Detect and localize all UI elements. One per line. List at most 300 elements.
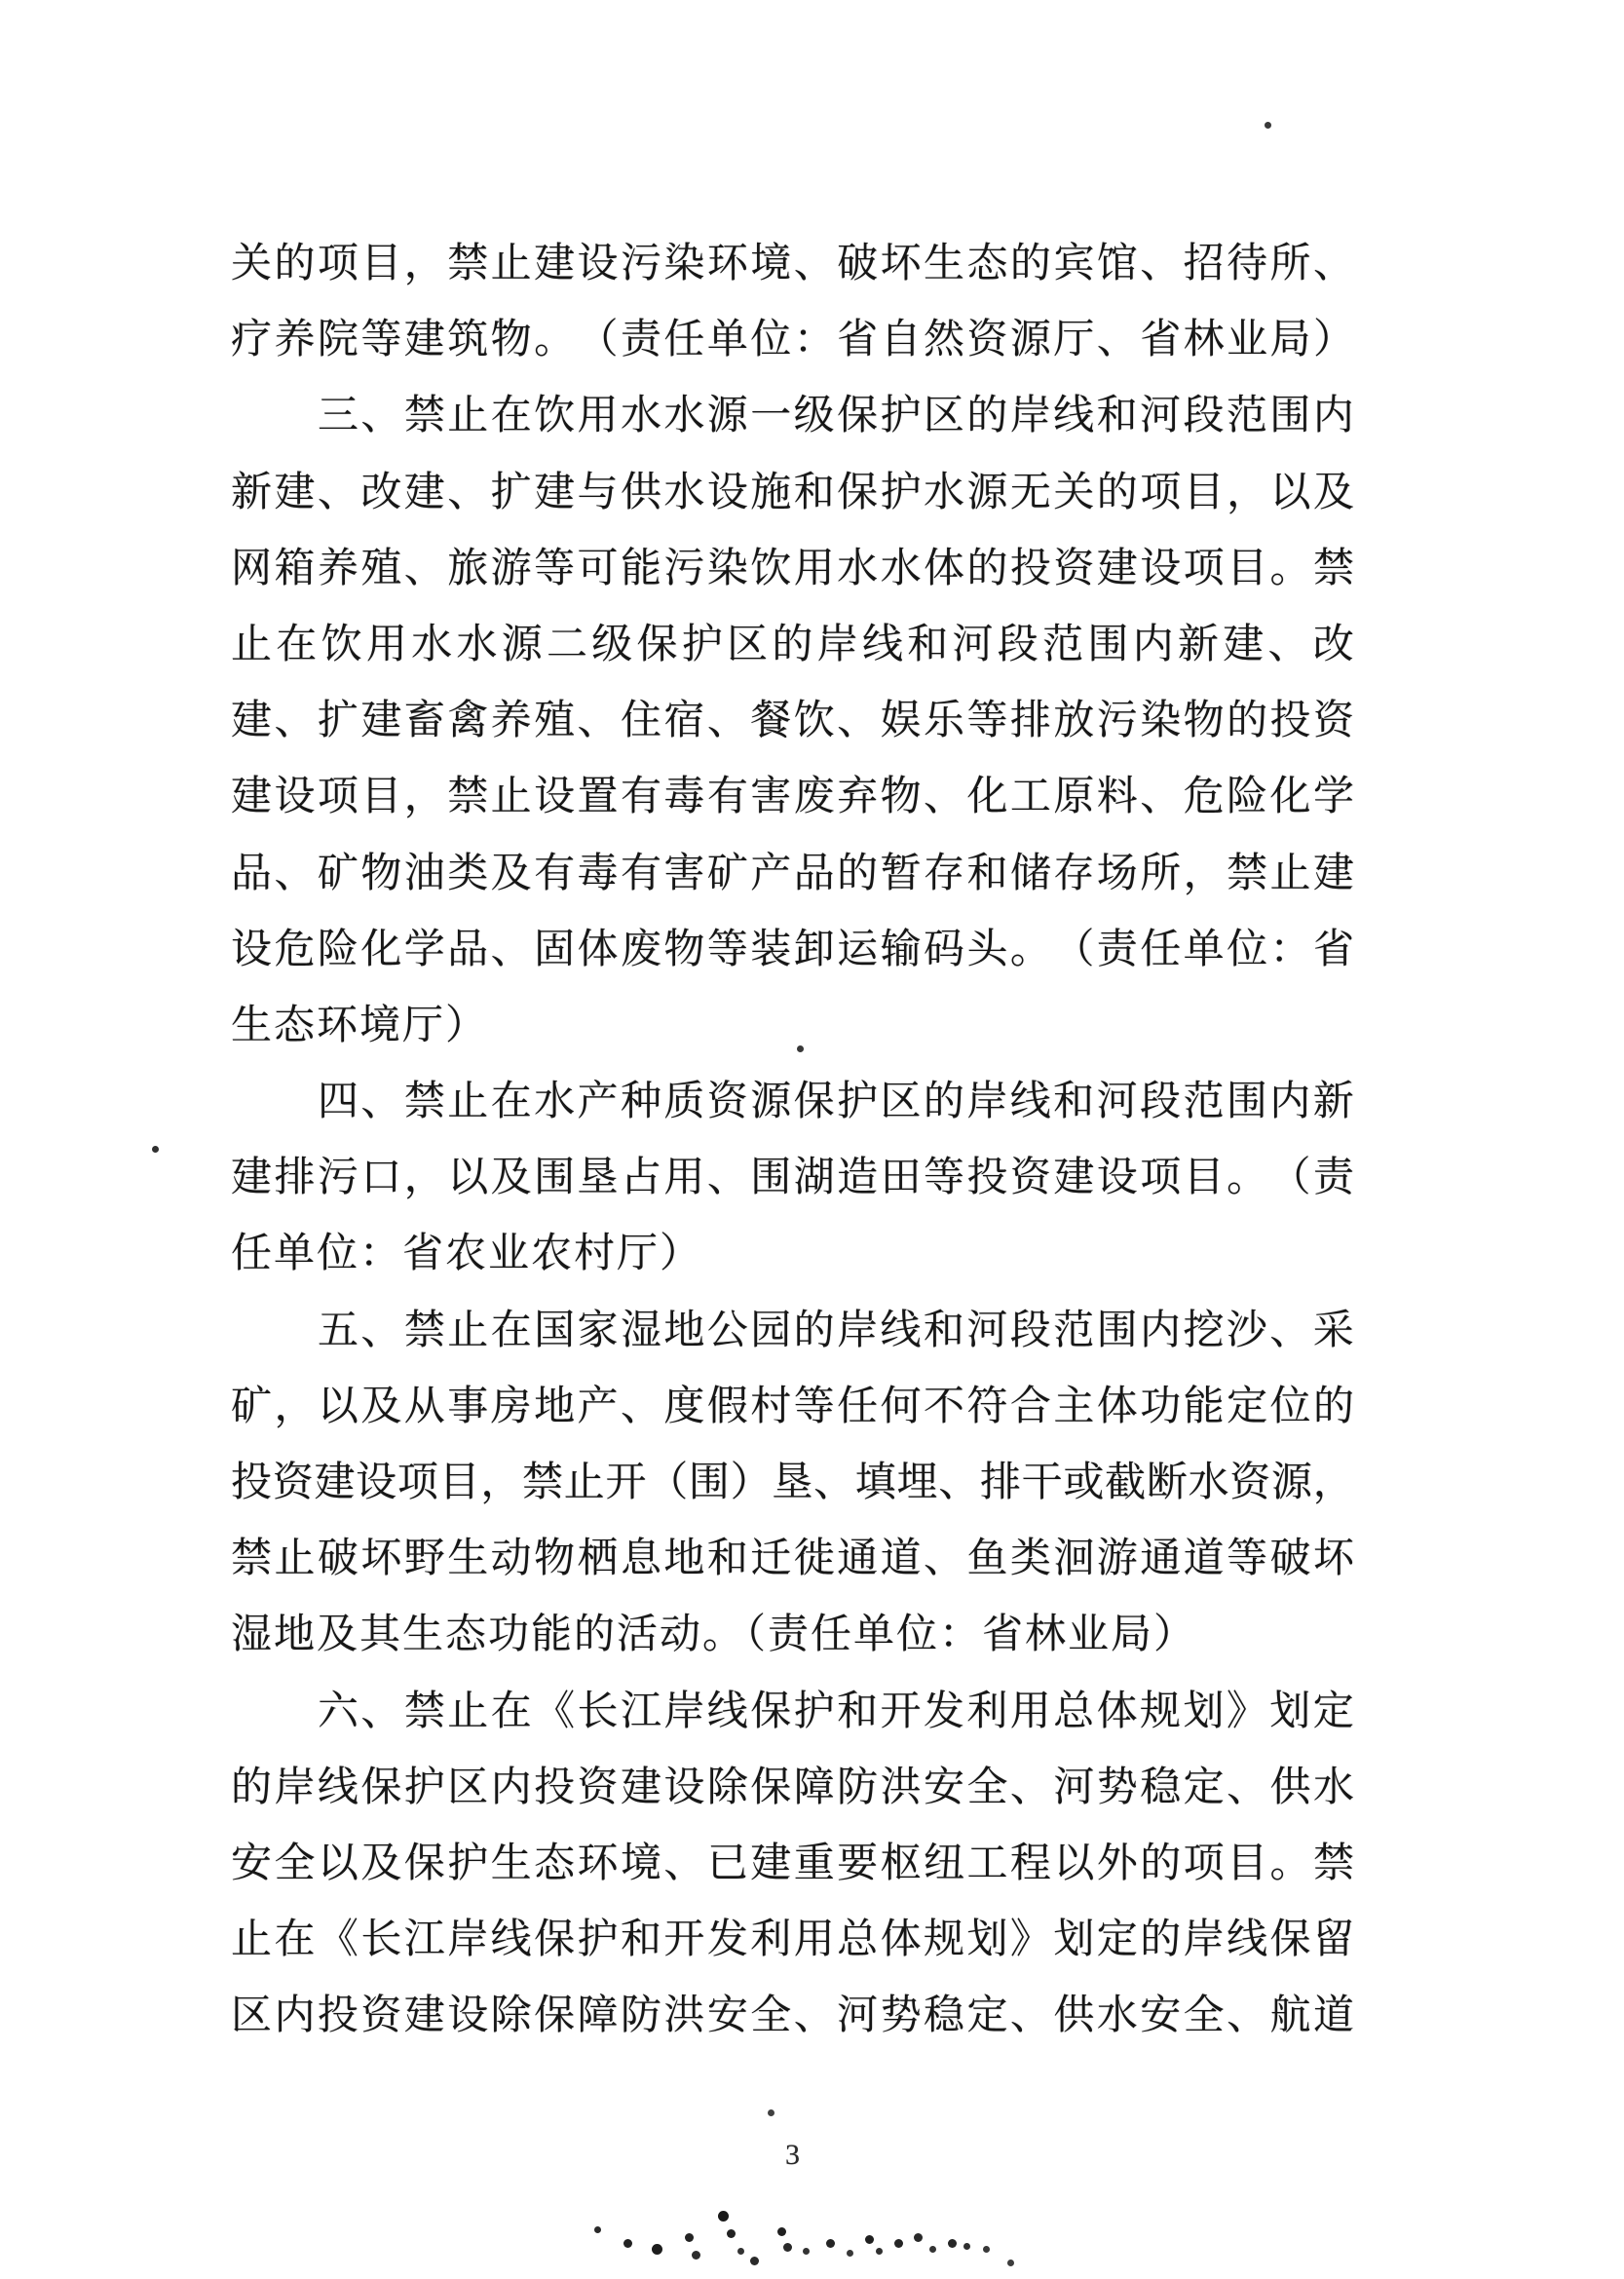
text-char: 河 [1053,1765,1095,1810]
text-char: 储 [1009,851,1051,896]
text-char: 全 [274,1841,316,1886]
text-line: 生态环境厅） [231,1003,489,1048]
text-char: 范 [1226,394,1267,439]
text-char: 护 [403,1765,445,1810]
text-char: 保 [636,622,678,667]
text-char: 除 [706,1765,748,1810]
text-char: 产 [577,1384,619,1429]
text-char: 》 [1226,1689,1267,1734]
text-char: 禁 [1227,851,1268,896]
text-char: 资 [1312,699,1354,744]
text-char: 功 [1140,1384,1182,1429]
text-char: 项 [1183,546,1225,591]
text-char: 障 [577,1994,619,2039]
text-char: 体 [880,1918,922,1963]
text-char: 物 [663,927,705,972]
text-char: 定 [1183,1765,1225,1810]
text-char: 所 [1140,851,1182,896]
text-char: 生 [447,1537,489,1582]
text-char: 利 [750,1918,792,1963]
text-char: 开 [880,1689,922,1734]
text-char: 纽 [924,1841,965,1886]
text-line [231,378,1354,454]
text-char: 范 [1053,1308,1095,1353]
text-char: （ [1269,1156,1311,1201]
text-char: 等 [1227,1537,1268,1582]
text-char: 建 [403,318,445,363]
text-char: 水 [456,622,498,667]
text-char: 关 [231,242,273,286]
text-char: 种 [620,1080,661,1125]
text-char: 境 [620,1841,661,1886]
text-char: 源 [501,622,543,667]
text-char: 建 [231,775,273,820]
text-char: 的 [1312,1384,1354,1429]
text-char: 在 [276,622,318,667]
text-char: 等 [360,318,402,363]
text-char: 、 [793,242,835,286]
text-char: 体 [1096,1689,1138,1734]
text-char: 截 [1105,1461,1147,1505]
text-char: 目 [1183,470,1225,515]
text-char: 生 [924,242,965,286]
text-char: 岸 [837,1308,879,1353]
text-char: 及 [360,1841,402,1886]
text-char: 内 [490,1765,532,1810]
text-char: 工 [1009,775,1051,820]
text-char: 从 [403,1384,445,1429]
text-char: 及 [360,1384,402,1429]
text-char: 造 [837,1156,879,1201]
text-char: 水 [411,622,453,667]
text-char: 资 [966,318,1008,363]
text-char: 禁 [403,1308,445,1353]
text-char: 野 [403,1537,445,1582]
document-text-block [231,226,1354,2055]
text-char: 止 [231,1918,273,1963]
text-char: 岸 [663,1689,705,1734]
text-char: 、 [938,1461,980,1505]
text-char: 及 [490,1156,532,1201]
text-char: 内 [1140,1308,1182,1353]
text-char: 乐 [924,699,965,744]
text-char: 的 [1009,242,1051,286]
text-char: 安 [1140,1994,1182,2039]
text-char: 投 [1009,546,1051,591]
text-char: 有 [620,851,661,896]
text-char: 六 [318,1689,359,1734]
text-char: 区 [880,1080,922,1125]
text-char: 供 [1269,1765,1311,1810]
text-char: 发 [706,1918,748,1963]
text-char: 填 [854,1461,896,1505]
text-char: ， [480,1461,522,1505]
text-char: 建 [314,1461,356,1505]
text-char: 饮 [321,622,362,667]
text-char: ） [1312,318,1354,363]
text-char: 定 [1096,1918,1138,1963]
text-char: 、 [360,1308,402,1353]
text-line [231,1369,1354,1445]
text-char: 施 [750,470,792,515]
text-char: 道 [1312,1994,1354,2039]
text-line [231,226,1354,302]
text-char: 染 [1140,699,1182,744]
text-char: 保 [1269,1918,1311,1963]
text-char: 干 [1021,1461,1063,1505]
text-char: 假 [706,1384,748,1429]
text-char: 水 [880,546,922,591]
text-char: 保 [360,1765,402,1810]
text-char: 染 [663,242,705,286]
text-char: 禁 [447,242,489,286]
text-line [231,836,1354,912]
text-char: 设 [356,1461,397,1505]
text-char: 物 [360,851,402,896]
text-char: 事 [447,1384,489,1429]
text-char: 单 [1183,927,1225,972]
text-char: 建 [534,242,576,286]
text-char: ， [403,242,445,286]
text-char: 污 [1096,699,1138,744]
text-char: 、 [447,470,489,515]
text-char: 围 [1226,1080,1267,1125]
text-char: 设 [577,242,619,286]
text-char: 、 [1267,622,1309,667]
text-char: 化 [360,927,402,972]
text-char: 岸 [966,1080,1008,1125]
text-char: 规 [924,1918,965,1963]
text-char: 的 [1096,470,1138,515]
text-char: 招 [1183,242,1225,286]
text-char: 项 [1140,470,1182,515]
text-char: 水 [620,394,661,439]
text-char: 围 [688,1461,730,1505]
text-char: 以 [1269,470,1311,515]
text-char: 线 [706,1689,748,1734]
text-char: 及 [490,851,532,896]
text-char: 止 [490,775,532,820]
text-char: 等 [793,1384,835,1429]
text-char: 筑 [447,318,489,363]
text-char: 害 [750,775,792,820]
text-char: 建 [1053,1156,1095,1201]
text-char: 埋 [896,1461,938,1505]
text-char: 责 [1312,1156,1354,1201]
text-char: 设 [706,470,748,515]
text-char: 和 [923,1308,964,1353]
text-char: 投 [534,1765,576,1810]
text-char: 园 [750,1308,792,1353]
text-char: ： [1269,927,1311,972]
text-char: 品 [447,927,489,972]
text-char: 改 [360,470,402,515]
text-char: 及 [1312,470,1354,515]
text-char: 地 [534,1384,576,1429]
text-char: 态 [534,1841,576,1886]
text-char: 设 [231,927,273,972]
text-char: 定 [966,1994,1008,2039]
text-char: 以 [447,1156,489,1201]
text-char: 保 [403,1841,445,1886]
text-char: ， [403,775,445,820]
text-line [231,683,1354,759]
text-char: 矿 [706,851,748,896]
text-char: 鱼 [966,1537,1008,1582]
text-char: 、 [1312,242,1354,286]
text-char: 设 [274,775,316,820]
text-char: 保 [793,1080,835,1125]
text-char: 省 [837,318,879,363]
text-char: 能 [620,546,661,591]
text-char: 任 [1140,927,1182,972]
text-char: 宿 [663,699,705,744]
text-char: 体 [577,927,619,972]
text-char: 和 [1053,1080,1095,1125]
text-char: 采 [1312,1308,1354,1353]
text-line: 任单位：省农业农村厅） [231,1232,703,1277]
text-char: 供 [620,470,661,515]
text-char: 项 [1183,1841,1225,1886]
text-char: 建 [1096,546,1138,591]
text-char: 规 [1140,1689,1182,1734]
text-char: 止 [274,1537,316,1582]
text-char: 馆 [1096,242,1138,286]
text-char: 项 [317,242,359,286]
text-char: 、 [1009,1994,1051,2039]
text-line [231,1140,1354,1216]
text-char: 新 [1177,622,1219,667]
text-char: 水 [534,1080,576,1125]
text-char: 、 [813,1461,855,1505]
text-char: 厅 [1053,318,1095,363]
text-char: 划 [1269,1689,1311,1734]
text-char: 游 [1096,1537,1138,1582]
text-char: 学 [1312,775,1354,820]
text-char: 饮 [793,699,835,744]
text-char: 公 [706,1308,748,1353]
text-char: 林 [1183,318,1225,363]
text-char: 源 [706,394,748,439]
text-char: 项 [317,775,359,820]
text-char: 禁 [403,1080,445,1125]
text-char: 存 [924,851,965,896]
text-char: 毒 [577,851,619,896]
text-char: 。 [1269,1841,1311,1886]
text-line [231,1750,1354,1826]
text-char: 的 [231,1765,273,1810]
text-char: 内 [1269,1080,1311,1125]
text-char: 物 [1183,699,1225,744]
text-char: 资 [706,1080,748,1125]
text-char: 度 [663,1384,705,1429]
text-char: 防 [837,1765,879,1810]
text-char: 湿 [620,1308,661,1353]
text-char: 体 [924,546,965,591]
text-char: 在 [274,1918,316,1963]
text-char: 长 [577,1689,619,1734]
text-char: 围 [1096,1308,1138,1353]
text-char: 资 [360,1994,402,2039]
text-char: 湖 [793,1156,835,1201]
text-char: 在 [490,1080,532,1125]
text-char: 在 [490,1689,532,1734]
text-char: 等 [706,927,748,972]
text-char: 。 [1269,546,1311,591]
text-char: 划 [966,1918,1008,1963]
text-char: 旅 [447,546,489,591]
text-char: 等 [924,1156,965,1201]
text-char: 、 [490,927,532,972]
text-char: 游 [490,546,532,591]
text-char: 以 [1053,1841,1095,1886]
text-char: 保 [837,394,879,439]
text-char: 设 [1096,1156,1138,1201]
text-char: 动 [490,1537,532,1582]
text-char: 排 [1009,699,1051,744]
text-char: 洪 [663,1994,705,2039]
text-char: 源 [1270,1461,1312,1505]
text-char: 稳 [1140,1765,1182,1810]
text-char: 区 [727,622,769,667]
text-char: 和 [1096,394,1138,439]
text-char: 扩 [317,699,359,744]
text-char: 划 [1183,1689,1225,1734]
text-char: 物 [534,1537,576,1582]
text-char: 建 [231,699,273,744]
text-char: 放 [1053,699,1095,744]
text-char: 内 [274,1994,316,2039]
text-char: ， [1312,1461,1354,1505]
text-char: 、 [1227,1994,1268,2039]
text-char: 线 [861,622,903,667]
text-char: 污 [317,1156,359,1201]
text-char: 项 [397,1461,438,1505]
text-char: 段 [1183,394,1225,439]
text-char: 岸 [816,622,858,667]
text-char: 排 [274,1156,316,1201]
text-char: 建 [403,1994,445,2039]
text-char: （ [647,1461,689,1505]
text-char: 自 [880,318,922,363]
text-line [231,455,1354,531]
text-char: 线 [880,1308,922,1353]
text-char: 置 [577,775,619,820]
text-char: 饮 [750,546,792,591]
text-char: 禁 [403,394,445,439]
text-char: 发 [923,1689,964,1734]
text-char: 养 [317,546,359,591]
text-char: （ [1053,927,1095,972]
text-char: 江 [620,1689,661,1734]
text-char: （ [577,318,619,363]
text-char: 何 [880,1384,922,1429]
text-char: 、 [706,699,748,744]
text-char: 、 [1096,318,1138,363]
text-char: 全 [750,1994,792,2039]
text-char: 目 [360,775,402,820]
text-char: 徙 [793,1537,835,1582]
text-char: 建 [534,470,576,515]
text-char: 建 [620,1765,661,1810]
text-char: 道 [1183,1537,1225,1582]
text-char: 关 [1053,470,1095,515]
text-char: 护 [880,470,922,515]
text-char: 、 [1009,1765,1051,1810]
text-char: 类 [1009,1537,1051,1582]
text-char: 产 [577,1080,619,1125]
text-char: 和 [620,1918,661,1963]
text-char: 的 [923,1080,964,1125]
text-char: 断 [1146,1461,1188,1505]
text-char: 国 [534,1308,576,1353]
text-char: 坏 [880,242,922,286]
text-char: 线 [1009,1080,1051,1125]
text-char: 全 [966,1765,1008,1810]
text-char: 建 [231,1156,273,1201]
text-char: 总 [1053,1689,1095,1734]
text-char: 水 [837,546,879,591]
text-char: 有 [620,775,661,820]
ink-smudge [0,0,5,5]
text-char: 通 [1140,1537,1182,1582]
text-char: 质 [663,1080,705,1125]
text-char: 段 [997,622,1039,667]
text-char: 、 [620,1384,661,1429]
text-char: 息 [620,1537,661,1582]
text-char: 围 [1087,622,1129,667]
text-char: 定 [1312,1689,1354,1734]
text-char: 划 [1053,1918,1095,1963]
text-char: 房 [490,1384,532,1429]
text-char: 料 [1096,775,1138,820]
text-char: 危 [1183,775,1225,820]
text-char: 内 [1132,622,1174,667]
text-char: 殖 [534,699,576,744]
text-char: 的 [1140,1918,1182,1963]
text-char: 态 [966,242,1008,286]
text-char: 目 [438,1461,480,1505]
text-char: 码 [924,927,965,972]
text-char: 总 [837,1918,879,1963]
text-char: 改 [1312,622,1354,667]
text-char: 一 [750,394,792,439]
text-char: 的 [772,622,813,667]
text-char: 可 [577,546,619,591]
text-char: 破 [317,1537,359,1582]
text-char: 和 [706,1537,748,1582]
text-char: 资 [272,1461,314,1505]
text-char: 饮 [534,394,576,439]
text-char: 和 [837,1689,879,1734]
text-char: 止 [231,622,273,667]
text-char: 护 [880,394,922,439]
text-char: 然 [924,318,965,363]
text-char: 线 [490,1918,532,1963]
text-char: 保 [534,1994,576,2039]
text-char: ， [1227,470,1268,515]
text-char: 、 [663,1841,705,1886]
text-char: 级 [793,394,835,439]
text-char: 业 [1227,318,1268,363]
text-char: 矿 [317,851,359,896]
text-char: 线 [317,1765,359,1810]
text-char: 止 [447,1689,489,1734]
text-char: 区 [923,394,964,439]
text-char: 责 [1096,927,1138,972]
text-char: 止 [447,1080,489,1125]
text-char: 的 [966,546,1008,591]
